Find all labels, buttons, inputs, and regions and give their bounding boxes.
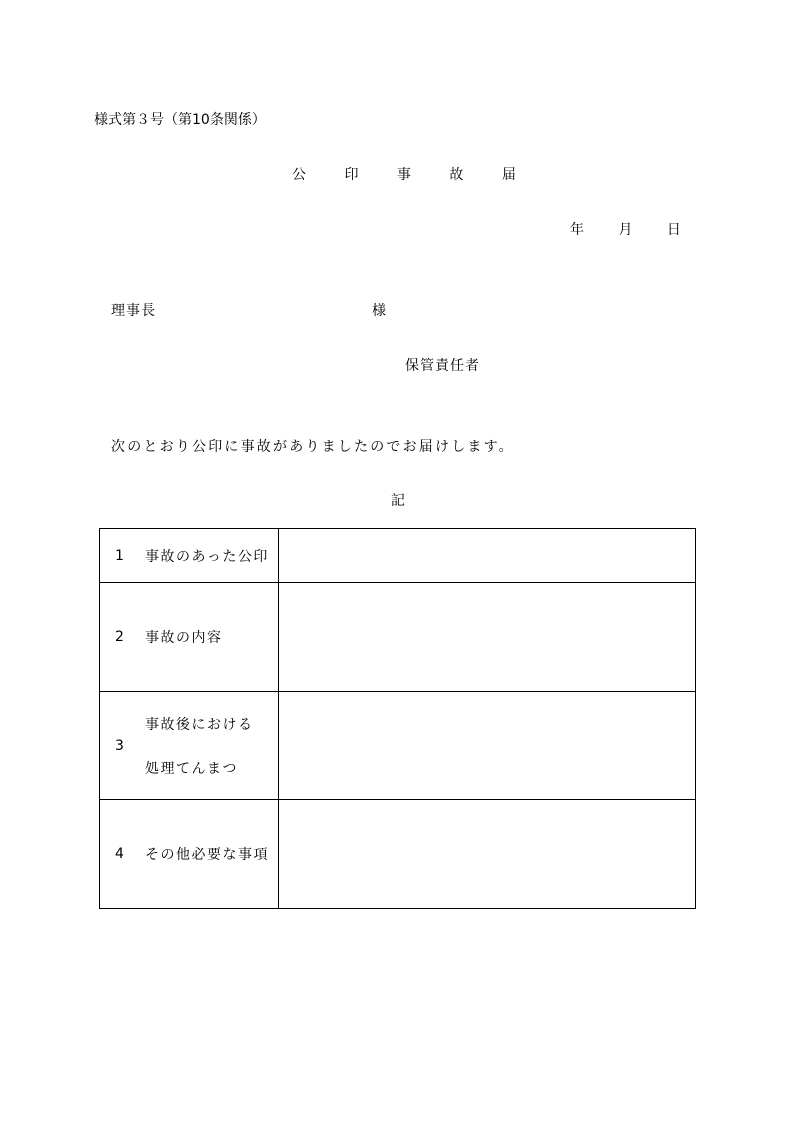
title-char: 印 <box>344 167 359 183</box>
row-value-cell[interactable] <box>279 529 696 583</box>
row-label-cell <box>100 529 279 583</box>
date-year-label: 年 <box>570 222 584 238</box>
custodian-label: 保管責任者 <box>405 358 480 374</box>
date-month-label: 月 <box>618 222 633 238</box>
honorific-label: 様 <box>372 303 386 319</box>
title-char: 故 <box>449 167 464 183</box>
row-number: 2 <box>115 629 126 645</box>
row-label-line: 処理てんまつ <box>145 760 238 777</box>
row-value-cell[interactable] <box>279 583 696 692</box>
title-char: 公 <box>292 167 306 183</box>
form-number: 様式第３号（第10条関係） <box>94 112 266 128</box>
row-number: 3 <box>115 737 126 754</box>
table-row <box>100 692 696 800</box>
date-day-label: 日 <box>666 222 681 238</box>
title-char: 事 <box>396 167 411 183</box>
row-value-cell[interactable] <box>279 800 696 909</box>
table-row <box>100 529 696 583</box>
row-label: その他必要な事項 <box>145 847 269 863</box>
row-label: 事故の内容 <box>145 630 223 646</box>
row-label-cell <box>100 692 279 800</box>
document-title <box>292 166 516 184</box>
row-label-line: 事故後における <box>145 716 254 733</box>
ki-heading: 記 <box>391 493 405 509</box>
table-row <box>100 800 696 909</box>
details-table <box>99 528 696 909</box>
row-number: 1 <box>115 547 126 564</box>
title-char: 届 <box>501 167 516 183</box>
statement-text: 次のとおり公印に事故がありましたのでお届けします。 <box>111 439 515 455</box>
row-label-cell <box>100 583 279 692</box>
row-label-cell <box>100 800 279 909</box>
table-row <box>100 583 696 692</box>
date-line <box>570 221 681 239</box>
row-number: 4 <box>115 846 126 862</box>
row-value-cell[interactable] <box>279 692 696 800</box>
recipient-label: 理事長 <box>111 303 156 319</box>
row-label: 事故のあった公印 <box>145 548 269 565</box>
